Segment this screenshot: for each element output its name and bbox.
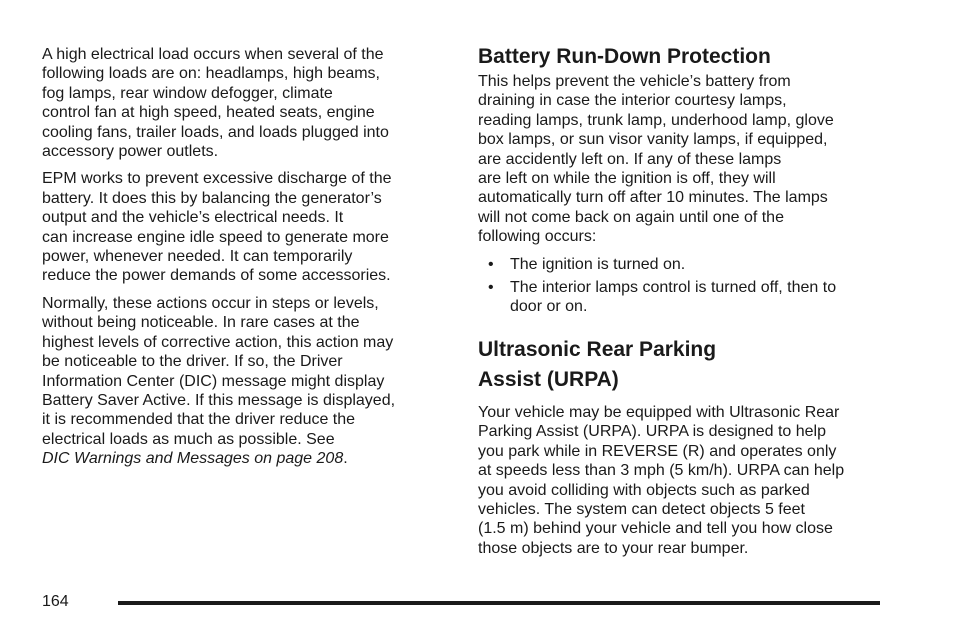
text-line: EPM works to prevent excessive discharge of the bbox=[42, 170, 392, 188]
text-line: be noticeable to the driver. If so, the Driver bbox=[42, 353, 343, 371]
text-line: Battery Saver Active. If this message is displayed, bbox=[42, 391, 396, 409]
text-line: Normally, these actions occur in steps or levels, bbox=[42, 294, 379, 312]
text-line: door or on. bbox=[510, 298, 588, 316]
text-line: Parking Assist (URPA). URPA is designed to help bbox=[478, 423, 826, 441]
text-line: those objects are to your rear bumper. bbox=[478, 539, 749, 557]
section-heading-urpa bbox=[478, 335, 888, 395]
text-line: electrical loads as much as possible. See bbox=[42, 430, 335, 448]
paragraph-epm bbox=[42, 169, 447, 285]
text-line: control fan at high speed, heated seats, engine bbox=[42, 104, 375, 122]
bullet-list bbox=[478, 255, 888, 317]
text-line: The ignition is turned on. bbox=[510, 255, 686, 273]
text-line: A high electrical load occurs when several of the bbox=[42, 46, 384, 63]
text-line: vehicles. The system can detect objects 5 feet bbox=[478, 500, 805, 518]
text-line: reduce the power demands of some accessories. bbox=[42, 267, 391, 285]
text-line: following loads are on: headlamps, high beams, bbox=[42, 65, 380, 83]
right-column bbox=[478, 42, 888, 566]
bullet-icon: • bbox=[488, 255, 494, 273]
paragraph-high-electrical-load bbox=[42, 45, 447, 161]
text-line: This helps prevent the vehicle’s battery from bbox=[478, 73, 791, 90]
heading-line: Assist (URPA) bbox=[478, 367, 619, 391]
text-line: power, whenever needed. It can temporarily bbox=[42, 248, 353, 266]
paragraph-normally bbox=[42, 294, 447, 469]
text-line: without being noticeable. In rare cases at the bbox=[42, 314, 360, 332]
period: . bbox=[343, 450, 348, 468]
text-line: output and the vehicle’s electrical needs. It bbox=[42, 209, 344, 227]
list-item bbox=[478, 255, 888, 274]
text-line: accessory power outlets. bbox=[42, 143, 219, 161]
text-line: automatically turn off after 10 minutes. The lamps bbox=[478, 189, 828, 207]
text-line: highest levels of corrective action, this action may bbox=[42, 333, 394, 351]
text-line: will not come back on again until one of the bbox=[478, 208, 784, 226]
text-line: at speeds less than 3 mph (5 km/h). URPA can help bbox=[478, 462, 845, 480]
text-line: draining in case the interior courtesy lamps, bbox=[478, 92, 787, 110]
cross-reference-link[interactable]: DIC Warnings and Messages on page 208 bbox=[42, 450, 344, 468]
text-line: Information Center (DIC) message might display bbox=[42, 372, 385, 390]
text-line bbox=[42, 449, 447, 468]
section-heading-battery-rundown: Battery Run-Down Protection bbox=[478, 45, 771, 68]
text-line: can increase engine idle speed to generate more bbox=[42, 228, 389, 246]
text-line: (1.5 m) behind your vehicle and tell you how close bbox=[478, 520, 833, 538]
heading-line: Ultrasonic Rear Parking bbox=[478, 337, 717, 361]
text-line: are accidently left on. If any of these lamps bbox=[478, 150, 782, 168]
text-line: cooling fans, trailer loads, and loads plugged into bbox=[42, 123, 389, 141]
text-line: reading lamps, trunk lamp, underhood lamp, glove bbox=[478, 111, 834, 129]
text-line: box lamps, or sun visor vanity lamps, if equipped, bbox=[478, 131, 828, 149]
paragraph-urpa bbox=[478, 403, 888, 558]
bullet-icon: • bbox=[488, 279, 494, 297]
text-line: it is recommended that the driver reduce the bbox=[42, 411, 356, 429]
text-line: fog lamps, rear window defogger, climate bbox=[42, 84, 333, 102]
page-number: 164 bbox=[42, 593, 69, 610]
footer-rule bbox=[118, 601, 880, 605]
text-line: Your vehicle may be equipped with Ultrasonic Rear bbox=[478, 403, 840, 421]
text-line: following occurs: bbox=[478, 228, 597, 246]
text-line: battery. It does this by balancing the generator’s bbox=[42, 189, 382, 207]
paragraph-battery-rundown bbox=[478, 72, 888, 247]
text-line: The interior lamps control is turned off, then to bbox=[510, 279, 837, 297]
text-line: you avoid colliding with objects such as parked bbox=[478, 481, 810, 499]
list-item bbox=[478, 278, 888, 317]
text-line: you park while in REVERSE (R) and operates only bbox=[478, 442, 837, 460]
left-column bbox=[42, 45, 447, 477]
text-line: are left on while the ignition is off, they will bbox=[478, 170, 776, 188]
